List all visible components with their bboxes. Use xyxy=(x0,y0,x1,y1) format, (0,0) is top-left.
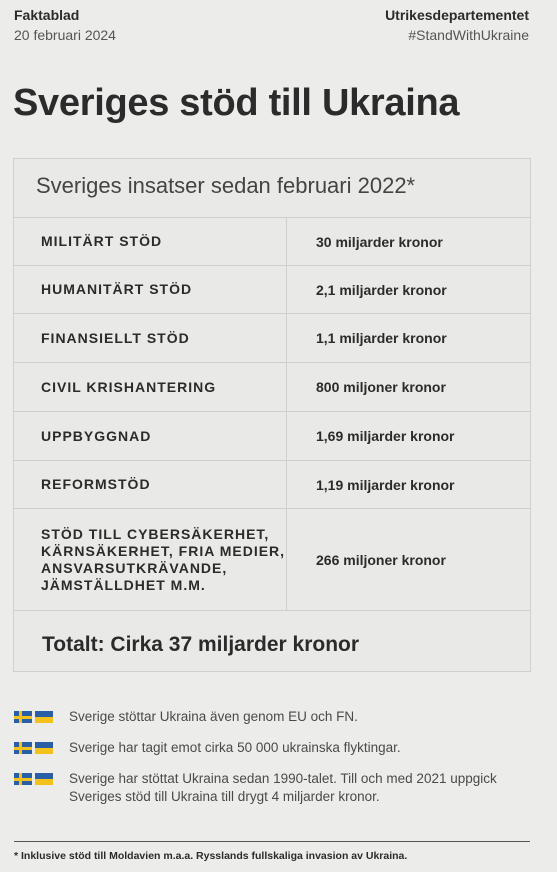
header xyxy=(0,0,557,48)
row-value: 2,1 miljarder kronor xyxy=(316,281,447,298)
bullet-text: Sverige har stöttat Ukraina sedan 1990-talet. Till och med 2021 uppgick Sveriges stöd till Ukraina till drygt 4 miljarder kronor. xyxy=(69,771,497,804)
support-table xyxy=(14,217,530,611)
bullet-text: Sverige har tagit emot cirka 50 000 ukrainska flyktingar. xyxy=(69,740,401,755)
row-value: 266 miljoner kronor xyxy=(316,551,446,568)
header-right xyxy=(385,5,529,45)
flags xyxy=(14,773,53,785)
doc-type: Faktablad xyxy=(14,7,80,23)
list-item xyxy=(14,708,534,726)
flags xyxy=(14,711,53,723)
row-label: UPPBYGGNAD xyxy=(14,412,287,460)
table-row xyxy=(14,412,530,461)
sweden-flag-icon xyxy=(14,742,32,754)
ministry-name: Utrikesdepartementet xyxy=(385,7,529,23)
hashtag: #StandWithUkraine xyxy=(408,27,529,43)
table-row xyxy=(14,218,530,266)
sweden-flag-icon xyxy=(14,773,32,785)
row-label: HUMANITÄRT STÖD xyxy=(14,266,287,313)
row-value: 1,19 miljarder kronor xyxy=(316,476,455,493)
table-row xyxy=(14,266,530,314)
page-title: Sveriges stöd till Ukraina xyxy=(13,82,460,124)
row-label: MILITÄRT STÖD xyxy=(14,218,287,265)
flags xyxy=(14,742,53,754)
ukraine-flag-icon xyxy=(35,711,53,723)
ukraine-flag-icon xyxy=(35,742,53,754)
row-label: FINANSIELLT STÖD xyxy=(14,314,287,362)
row-value: 800 miljoner kronor xyxy=(316,379,446,395)
sweden-flag-icon xyxy=(14,711,32,723)
row-value: 30 miljarder kronor xyxy=(316,233,443,250)
table-row xyxy=(14,314,530,363)
doc-date: 20 februari 2024 xyxy=(14,27,116,43)
row-label: REFORMSTÖD xyxy=(14,461,287,508)
bullet-text: Sverige stöttar Ukraina även genom EU och FN. xyxy=(69,709,358,724)
total-amount: Totalt: Cirka 37 miljarder kronor xyxy=(42,633,360,656)
table-row xyxy=(14,363,530,412)
row-value: 1,1 miljarder kronor xyxy=(316,330,447,346)
header-left xyxy=(14,5,116,45)
row-value: 1,69 miljarder kronor xyxy=(316,428,455,444)
box-subtitle: Sveriges insatser sedan februari 2022* xyxy=(36,173,416,198)
support-summary-box xyxy=(13,158,531,672)
ukraine-flag-icon xyxy=(35,773,53,785)
row-label: CIVIL KRISHANTERING xyxy=(14,363,287,411)
footnote: * Inklusive stöd till Moldavien m.a.a. Rysslands fullskaliga invasion av Ukraina. xyxy=(14,850,408,862)
bullet-list xyxy=(14,708,534,819)
list-item xyxy=(14,739,534,757)
row-label: STÖD TILL CYBERSÄKERHET, KÄRNSÄKERHET, FRIA MEDIER, ANSVARSUTKRÄVANDE, JÄMSTÄLLDHET M.M. xyxy=(14,509,287,610)
table-row xyxy=(14,461,530,509)
list-item xyxy=(14,770,534,806)
table-row xyxy=(14,509,530,611)
footer-divider xyxy=(14,841,530,842)
